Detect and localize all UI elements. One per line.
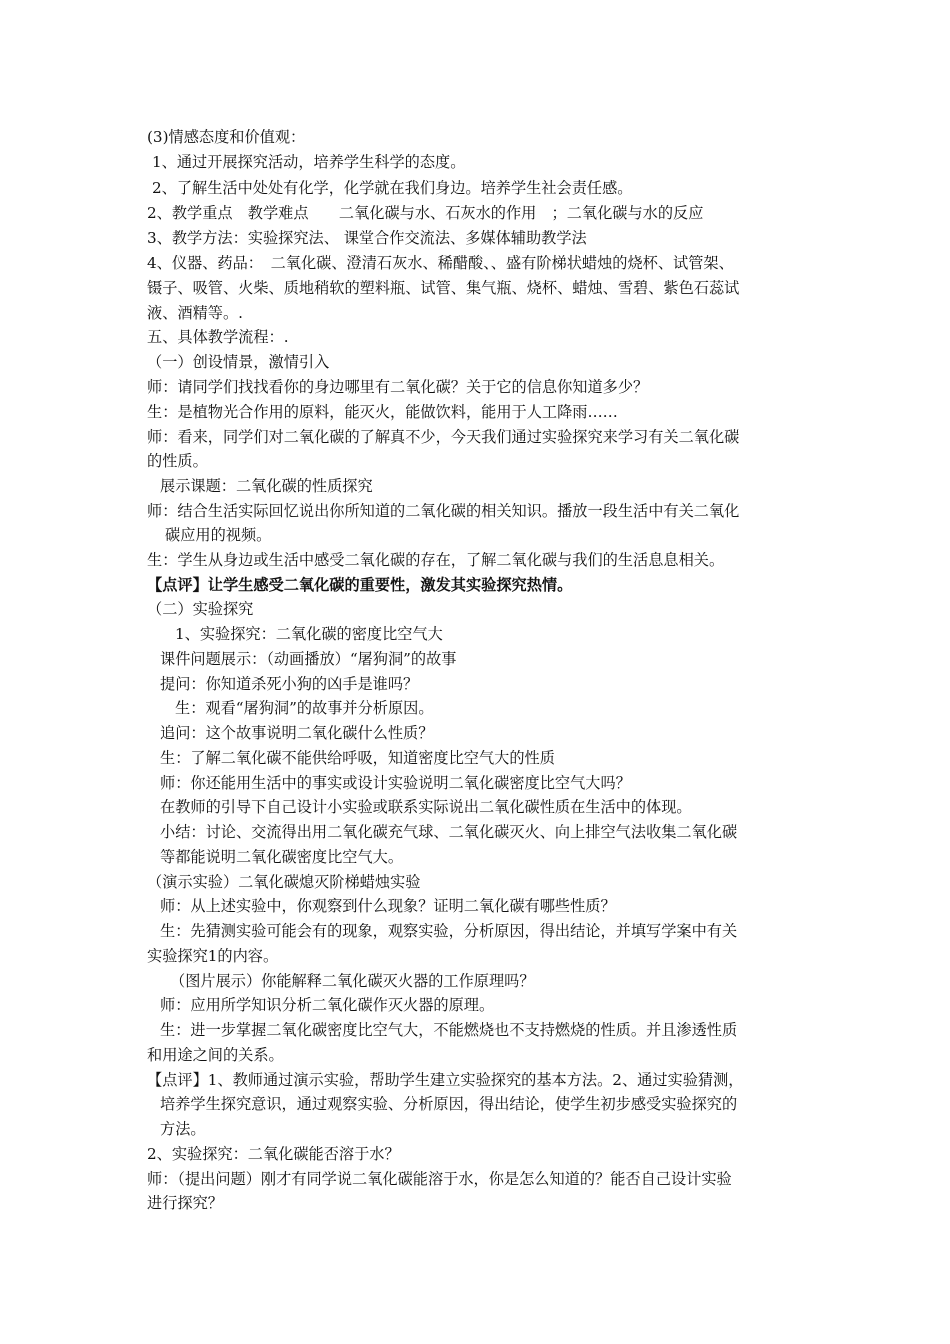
text-line: 方法。	[160, 1120, 206, 1138]
text-line: 师：看来，同学们对二氧化碳的了解真不少，今天我们通过实验探究来学习有关二氧化碳	[147, 428, 740, 446]
text-line: 展示课题：二氧化碳的性质探究	[160, 477, 373, 495]
text-line: 生：是植物光合作用的原料，能灭火，能做饮料，能用于人工降雨……	[147, 403, 618, 421]
text-line: 等都能说明二氧化碳密度比空气大。	[160, 848, 403, 866]
section-heading: 五、具体教学流程：.	[147, 328, 289, 346]
text-line: 生：了解二氧化碳不能供给呼吸，知道密度比空气大的性质	[160, 749, 555, 767]
text-line: 镊子、吸管、火柴、质地稍软的塑料瓶、试管、集气瓶、烧杯、蜡烛、雪碧、紫色石蕊试	[147, 279, 740, 297]
text-line: 师：应用所学知识分析二氧化碳作灭火器的原理。	[160, 996, 495, 1014]
text-line: (3)情感态度和价值观：	[147, 128, 306, 146]
text-line: 小结：讨论、交流得出用二氧化碳充气球、二氧化碳灭火、向上排空气法收集二氧化碳	[160, 823, 738, 841]
comment-line: 【点评】让学生感受二氧化碳的重要性，激发其实验探究热情。	[147, 576, 573, 594]
text-line: 师：结合生活实际回忆说出你所知道的二氧化碳的相关知识。播放一段生活中有关二氧化	[147, 502, 740, 520]
text-line: （图片展示）你能解释二氧化碳灭火器的工作原理吗？	[170, 972, 535, 990]
subsection-heading: （二）实验探究	[147, 600, 254, 618]
text-line: 进行探究？	[147, 1194, 223, 1212]
text-line: 师：（提出问题）刚才有同学说二氧化碳能溶于水，你是怎么知道的？能否自己设计实验	[147, 1170, 732, 1188]
text-line: （演示实验）二氧化碳熄灭阶梯蜡烛实验	[147, 873, 421, 891]
text-line: 1、实验探究：二氧化碳的密度比空气大	[175, 625, 443, 643]
subsection-heading: （一）创设情景，激情引入	[147, 353, 330, 371]
text-line: 3、教学方法：实验探究法、 课堂合作交流法、多媒体辅助教学法	[147, 229, 587, 247]
text-line: 2、教学重点 教学难点 二氧化碳与水、石灰水的作用 ；二氧化碳与水的反应	[147, 204, 704, 222]
text-line: 课件问题展示：（动画播放）“屠狗洞”的故事	[160, 650, 457, 668]
text-line: 生：学生从身边或生活中感受二氧化碳的存在，了解二氧化碳与我们的生活息息相关。	[147, 551, 725, 569]
text-line: 师：请同学们找找看你的身边哪里有二氧化碳？关于它的信息你知道多少？	[147, 378, 649, 396]
text-line: 生：进一步掌握二氧化碳密度比空气大，不能燃烧也不支持燃烧的性质。并且渗透性质	[160, 1021, 738, 1039]
text-line: 追问：这个故事说明二氧化碳什么性质？	[160, 724, 434, 742]
text-line: 碳应用的视频。	[165, 526, 272, 544]
text-line: 师：你还能用生活中的事实或设计实验说明二氧化碳密度比空气大吗？	[160, 774, 631, 792]
text-line: 实验探究1的内容。	[147, 947, 279, 965]
comment-line: 【点评】1、教师通过演示实验，帮助学生建立实验探究的基本方法。2、通过实验猜测，	[147, 1071, 744, 1089]
text-line: 的性质。	[147, 452, 208, 470]
text-line: 液、酒精等。.	[147, 304, 243, 322]
text-line: 在教师的引导下自己设计小实验或联系实际说出二氧化碳性质在生活中的体现。	[160, 798, 692, 816]
text-line: 培养学生探究意识，通过观察实验、分析原因，得出结论，使学生初步感受实验探究的	[160, 1095, 738, 1113]
text-line: 师：从上述实验中，你观察到什么现象？证明二氧化碳有哪些性质？	[160, 897, 616, 915]
text-line: 4、仪器、药品： 二氧化碳、澄清石灰水、稀醋酸、、盛有阶梯状蜡烛的烧杯、试管架、	[147, 254, 734, 272]
text-line: 生：先猜测实验可能会有的现象，观察实验，分析原因，得出结论，并填写学案中有关	[160, 922, 738, 940]
text-line: 提问：你知道杀死小狗的凶手是谁吗？	[160, 675, 419, 693]
text-line: 1、通过开展探究活动，培养学生科学的态度。	[152, 153, 466, 171]
text-line: 生：观看“屠狗洞”的故事并分析原因。	[175, 699, 434, 717]
text-line: 2、了解生活中处处有化学，化学就在我们身边。培养学生社会责任感。	[152, 179, 633, 197]
text-line: 和用途之间的关系。	[147, 1046, 284, 1064]
text-line: 2、实验探究：二氧化碳能否溶于水？	[147, 1145, 400, 1163]
